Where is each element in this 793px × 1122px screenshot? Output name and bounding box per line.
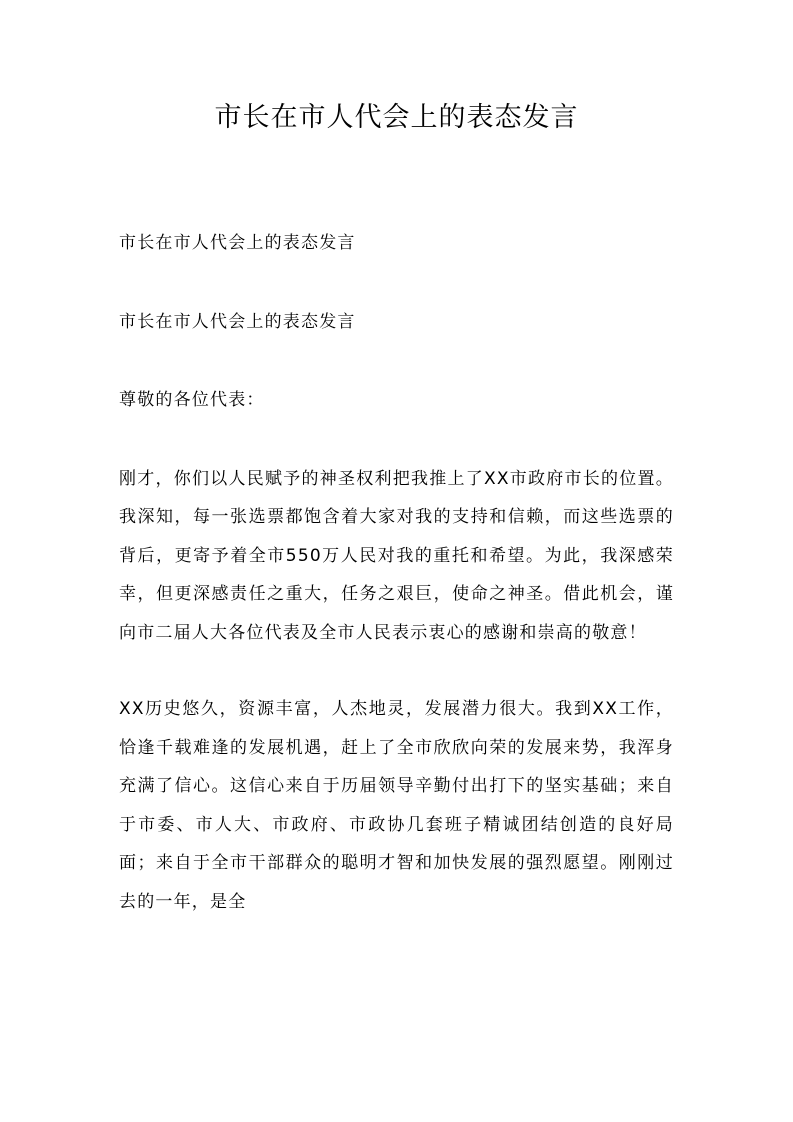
paragraph-1: 刚才，你们以人民赋予的神圣权利把我推上了XX市政府市长的位置。我深知，每一张选票都饱含着大家对我的支持和信赖，而这些选票的背后，更寄予着全市550万人民对我的重托和希望。为此，我深感荣幸，但更深感责任之重大，任务之艰巨，使命之神圣。借此机会，谨向市二届人大各位代表及全市人民表示衷心的感谢和崇高的敬意！: [119, 468, 674, 643]
document-title: 市长在市人代会上的表态发言: [214, 102, 579, 133]
paragraph-2: XX历史悠久，资源丰富，人杰地灵，发展潜力很大。我到XX工作，恰逢千载难逢的发展机遇，赶上了全市欣欣向荣的发展来势，我浑身充满了信心。这信心来自于历届领导辛勤付出打下的坚实基础；来自于市委、市人大、市政府、市政协几套班子精诚团结创造的良好局面；来自于全市干部群众的聪明才智和加快发展的强烈愿望。刚刚过去的一年，是全: [119, 699, 674, 912]
document-body: [119, 224, 674, 959]
subtitle-line-2: 市长在市人代会上的表态发言: [119, 311, 356, 332]
subtitle-line-1: 市长在市人代会上的表态发言: [119, 233, 356, 253]
salutation: 尊敬的各位代表：: [119, 390, 265, 410]
